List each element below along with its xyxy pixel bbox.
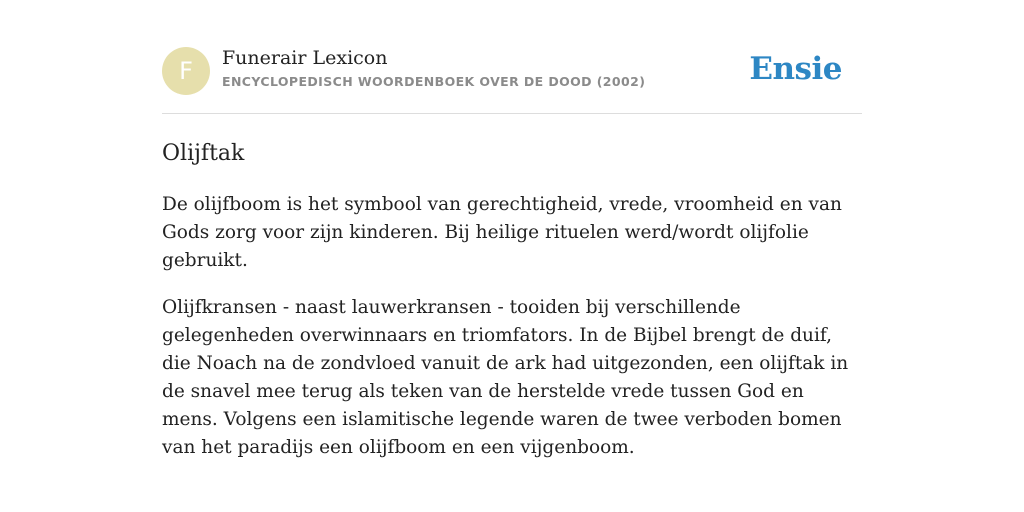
brand-logo[interactable]: Ensie [749, 51, 842, 87]
article-paragraph: Olijfkransen - naast lauwerkransen - tooiden bij verschillende gelegenheden overwinnaars en triomfators. In de Bijbel brengt de duif, die Noach na de zondvloed vanuit de ark had uitgezonden, een olijftak in de snavel mee terug als teken van de herstelde vrede tussen God en mens. Volgens een islamitische legende waren de twee verboden bomen van het paradijs een olijfboom en een vijgenboom. [162, 297, 849, 458]
book-title-block [222, 45, 645, 91]
book-avatar[interactable]: F [162, 47, 210, 95]
content-container [162, 45, 862, 462]
header [162, 45, 862, 114]
book-title[interactable]: Funerair Lexicon [222, 47, 388, 69]
article-title: Olijftak [162, 141, 245, 166]
book-subtitle: ENCYCLOPEDISCH WOORDENBOEK OVER DE DOOD (2002) [222, 74, 646, 89]
article-paragraph: De olijfboom is het symbool van gerechtigheid, vrede, vroomheid en van Gods zorg voor zijn kinderen. Bij heilige rituelen werd/wordt olijfolie gebruikt. [162, 194, 842, 271]
